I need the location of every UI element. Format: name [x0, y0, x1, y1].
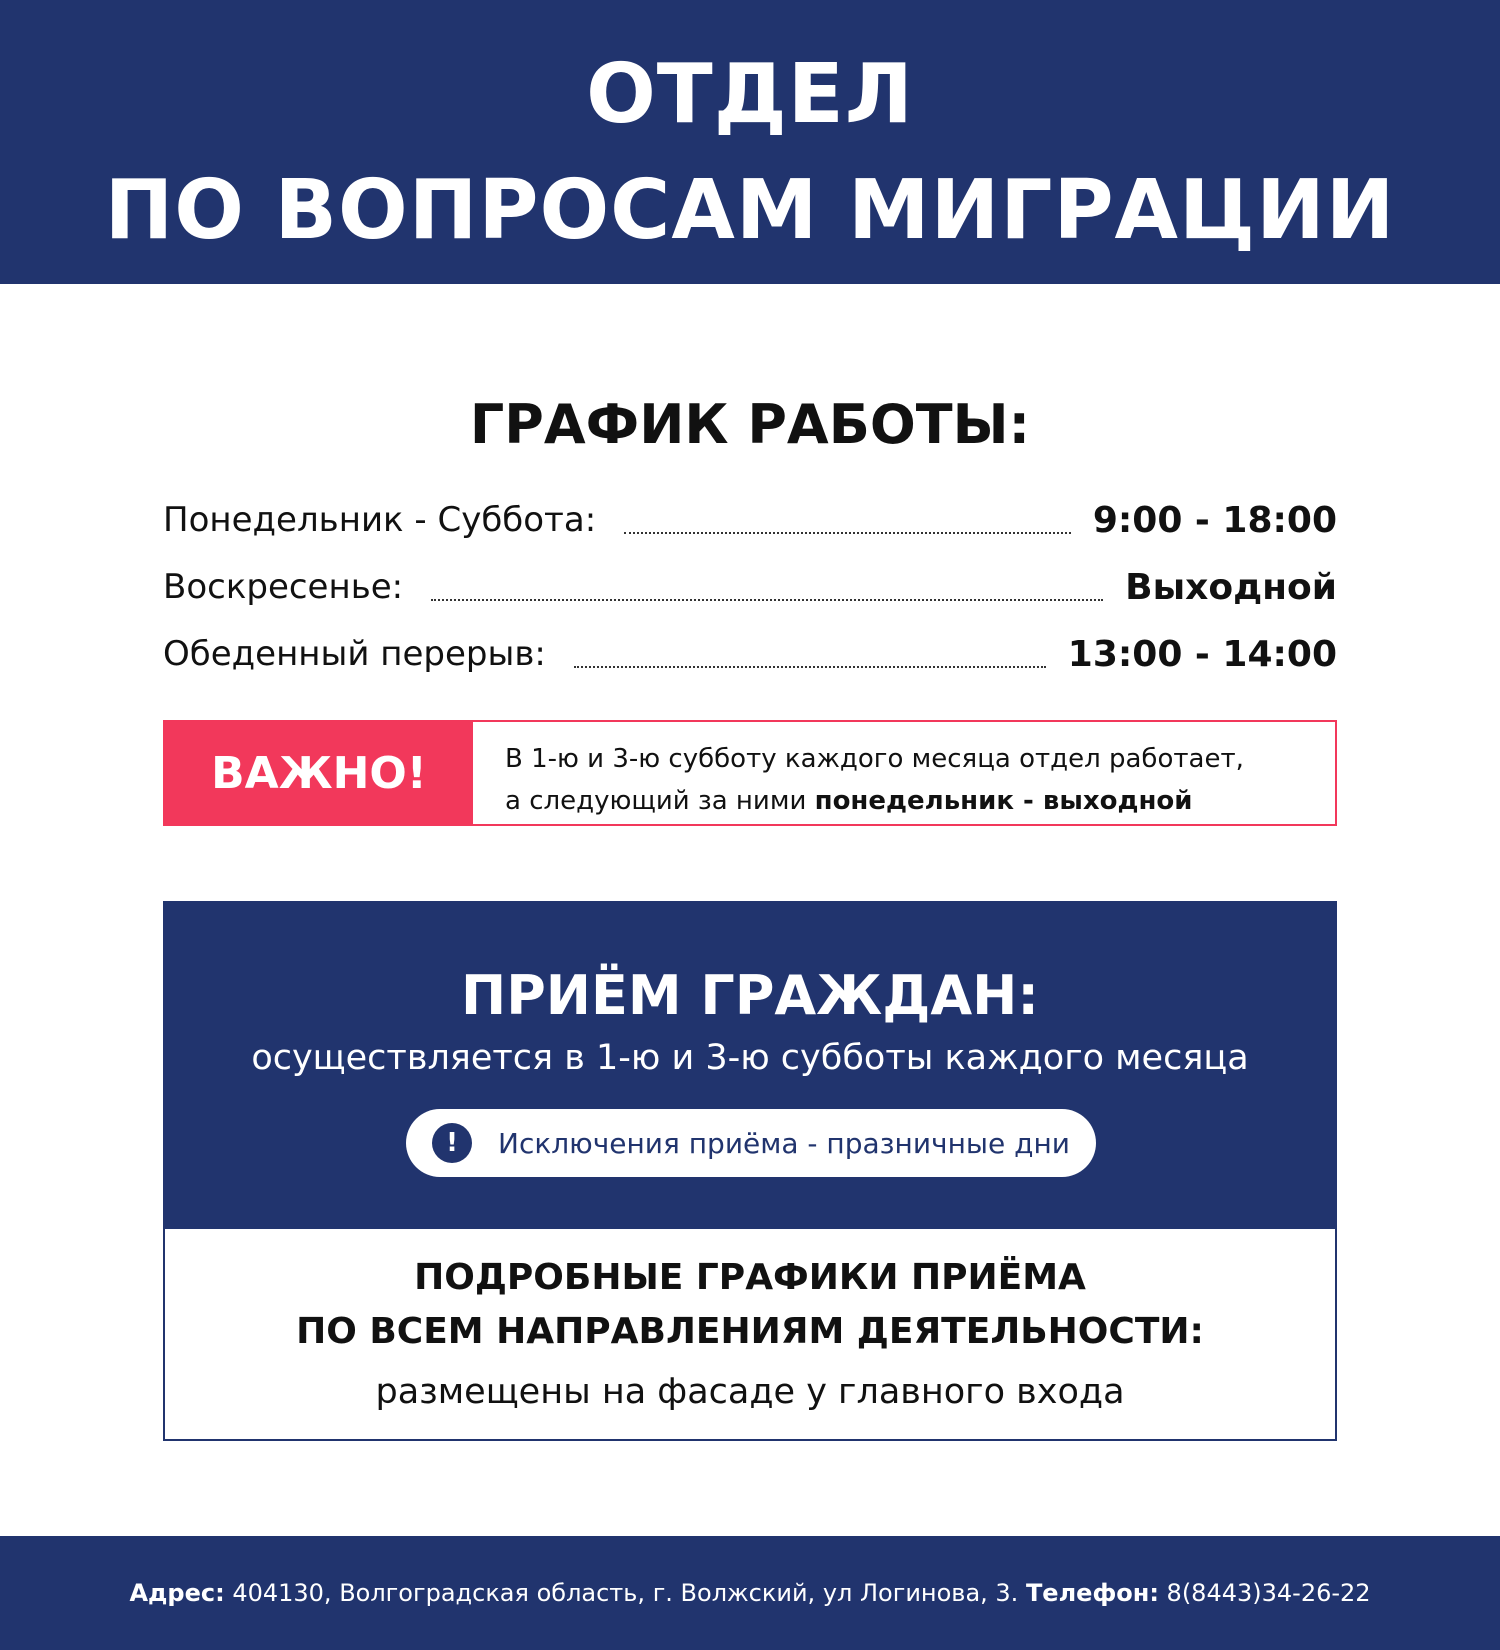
address-text: 404130, Волгоградская область, г. Волжский, ул Логинова, 3.: [224, 1579, 1026, 1607]
important-notice: [163, 720, 1337, 826]
details-heading-line1: ПОДРОБНЫЕ ГРАФИКИ ПРИЁМА: [414, 1257, 1086, 1298]
header-banner: [0, 0, 1500, 284]
schedule-row-label: Воскресенье:: [163, 567, 404, 607]
important-text: [473, 722, 1335, 824]
reception-title: ПРИЁМ ГРАЖДАН:: [461, 964, 1039, 1027]
important-badge: ВАЖНО!: [165, 722, 473, 824]
phone-label: Телефон:: [1025, 1579, 1159, 1607]
important-line2: [505, 780, 1335, 822]
reception-header: [165, 903, 1335, 1229]
schedule-row-lunch: [163, 624, 1337, 684]
exception-text: Исключения приёма - празничные дни: [498, 1126, 1071, 1160]
schedule-row-sunday: [163, 557, 1337, 617]
schedule-row-value: Выходной: [1125, 566, 1337, 608]
details-note: размещены на фасаде у главного входа: [375, 1372, 1125, 1412]
schedule-row-value: 13:00 - 14:00: [1067, 633, 1337, 675]
dotted-leader: [624, 532, 1071, 534]
schedule-row-label: Обеденный перерыв:: [163, 634, 546, 674]
schedule-row-label: Понедельник - Суббота:: [163, 500, 597, 540]
phone-text: 8(8443)34-26-22: [1158, 1579, 1371, 1607]
exception-pill: [406, 1109, 1096, 1177]
important-line1: В 1-ю и 3-ю субботу каждого месяца отдел работает,: [505, 744, 1244, 774]
schedule-row-value: 9:00 - 18:00: [1092, 499, 1337, 541]
header-title-line2: ПО ВОПРОСАМ МИГРАЦИИ: [104, 163, 1396, 258]
reception-subtitle: осуществляется в 1-ю и 3-ю субботы каждого месяца: [251, 1038, 1249, 1078]
important-line2-text: а следующий за ними: [505, 786, 815, 816]
reception-details: [165, 1229, 1335, 1439]
dotted-leader: [431, 599, 1103, 601]
reception-block: [163, 901, 1337, 1441]
schedule-title: ГРАФИК РАБОТЫ:: [469, 393, 1031, 456]
footer-contacts: [0, 1536, 1500, 1650]
dotted-leader: [574, 666, 1046, 668]
header-title-line1: ОТДЕЛ: [586, 47, 914, 142]
details-heading-line2: ПО ВСЕМ НАПРАВЛЕНИЯМ ДЕЯТЕЛЬНОСТИ:: [296, 1311, 1204, 1352]
exclamation-circle-icon: !: [432, 1123, 472, 1163]
important-line2-bold: понедельник - выходной: [814, 786, 1193, 816]
address-label: Адрес:: [129, 1579, 225, 1607]
schedule-row-weekdays: [163, 490, 1337, 550]
